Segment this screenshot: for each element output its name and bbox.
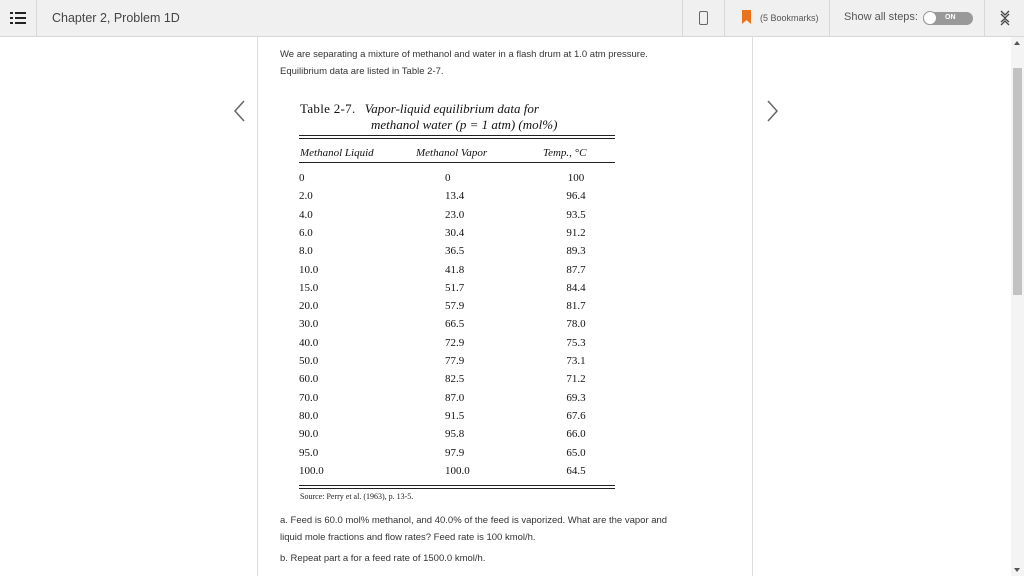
toggle-state: ON <box>945 14 956 21</box>
table-title <box>300 101 558 132</box>
table-cell: 80.0 <box>299 409 319 422</box>
question-line: a. Feed is 60.0 mol% methanol, and 40.0% of the feed is vaporized. What are the vapor and <box>280 515 668 526</box>
divider <box>829 0 830 37</box>
table-rule <box>299 135 615 136</box>
table-row <box>299 408 615 426</box>
table-row <box>299 298 615 316</box>
table-cell: 70.0 <box>299 391 319 404</box>
table-cell: 72.9 <box>445 336 465 349</box>
table-cell: 50.0 <box>299 355 319 367</box>
table-row <box>299 463 615 481</box>
divider <box>984 0 985 37</box>
table-cell: 23.0 <box>445 208 465 221</box>
column-header: Methanol Vapor <box>416 147 488 159</box>
table-cell: 91.2 <box>566 226 586 239</box>
table-row <box>299 445 615 463</box>
table-rule <box>299 162 615 163</box>
table-caption: methanol water (p = 1 atm) (mol%) <box>371 117 558 132</box>
table-cell: 90.0 <box>299 428 319 441</box>
table-row <box>299 225 615 243</box>
table-cell: 60.0 <box>299 373 319 386</box>
table-label: Table 2-7. <box>300 101 356 116</box>
table-cell: 69.3 <box>566 391 586 404</box>
intro-line: We are separating a mixture of methanol and water in a flash drum at 1.0 atm pressure. <box>280 49 648 60</box>
bookmarks-count[interactable]: (5 Bookmarks) <box>760 13 819 23</box>
column-header: Temp., °C <box>543 147 587 159</box>
table-cell: 97.9 <box>445 446 465 459</box>
table-row <box>299 170 615 188</box>
table-row <box>299 188 615 206</box>
table-cell: 96.4 <box>566 190 586 203</box>
scroll-up-icon[interactable] <box>1014 41 1020 45</box>
table-row <box>299 335 615 353</box>
question-line: liquid mole fractions and flow rates? Feed rate is 100 kmol/h. <box>280 532 536 543</box>
bookmark-icon[interactable] <box>742 10 751 24</box>
scrollbar-thumb[interactable] <box>1013 68 1022 295</box>
table-cell: 4.0 <box>299 208 313 221</box>
table-cell: 81.7 <box>566 300 586 313</box>
table-cell: 13.4 <box>445 190 465 203</box>
table-cell: 84.4 <box>566 281 586 294</box>
table-cell: 89.3 <box>566 245 586 258</box>
problem-intro <box>280 46 720 80</box>
table-row <box>299 353 615 371</box>
scrollbar[interactable] <box>1011 37 1024 576</box>
top-bar <box>0 0 1024 37</box>
table-row <box>299 426 615 444</box>
table-cell: 100 <box>567 172 585 184</box>
table-cell: 8.0 <box>299 245 313 258</box>
table-cell: 0 <box>299 172 305 184</box>
table-row <box>299 207 615 225</box>
table-cell: 75.3 <box>566 336 586 349</box>
divider <box>682 0 683 37</box>
table-cell: 82.5 <box>445 373 465 386</box>
table-cell: 20.0 <box>299 300 319 313</box>
table-cell: 78.0 <box>566 318 586 331</box>
chapter-title: Chapter 2, Problem 1D <box>52 11 180 25</box>
table-cell: 10.0 <box>299 263 319 276</box>
table-cell: 64.5 <box>566 464 586 477</box>
table-cell: 87.0 <box>445 391 465 404</box>
table-row <box>299 262 615 280</box>
table-cell: 67.6 <box>566 409 586 422</box>
table-cell: 100.0 <box>299 464 324 477</box>
table-cell: 93.5 <box>566 208 586 221</box>
table-row <box>299 371 615 389</box>
table-caption: Vapor-liquid equilibrium data for <box>364 101 539 116</box>
question-part-b: b. Repeat part a for a feed rate of 1500.0 kmol/h. <box>280 553 486 564</box>
table-cell: 71.2 <box>566 373 586 386</box>
show-steps-toggle[interactable] <box>923 12 973 25</box>
table-source: Source: Perry et al. (1963), p. 13-5. <box>300 492 414 501</box>
chevron-left-icon[interactable] <box>233 99 247 123</box>
collapse-icon[interactable] <box>998 10 1012 26</box>
scroll-down-icon[interactable] <box>1014 568 1020 572</box>
table-cell: 91.5 <box>445 409 465 422</box>
table-cell: 77.9 <box>445 355 465 367</box>
problem-questions <box>280 512 720 571</box>
chevron-right-icon[interactable] <box>765 99 779 123</box>
table-cell: 73.1 <box>566 355 586 367</box>
question-part-a <box>280 512 720 546</box>
table-cell: 0 <box>445 172 451 184</box>
table-cell: 95.0 <box>299 446 319 459</box>
table-cell: 30.0 <box>299 318 319 331</box>
table-cell: 41.8 <box>445 263 465 276</box>
table-rule <box>299 485 615 486</box>
table-cell: 30.4 <box>445 226 465 239</box>
table-cell: 87.7 <box>566 263 586 276</box>
table-cell: 6.0 <box>299 226 313 239</box>
phone-icon[interactable] <box>699 11 708 25</box>
table-cell: 66.5 <box>445 318 465 331</box>
column-header: Methanol Liquid <box>300 147 374 159</box>
table-cell: 51.7 <box>445 281 465 294</box>
toggle-knob <box>923 11 937 25</box>
table-cell: 40.0 <box>299 336 319 349</box>
table-cell: 100.0 <box>445 464 470 477</box>
show-all-steps-label: Show all steps: <box>844 11 918 23</box>
menu-icon[interactable] <box>0 0 37 37</box>
table-cell: 66.0 <box>566 428 586 441</box>
table-row <box>299 390 615 408</box>
table-row <box>299 280 615 298</box>
table-cell: 15.0 <box>299 281 319 294</box>
table-row <box>299 243 615 261</box>
table-rule <box>299 138 615 139</box>
intro-line: Equilibrium data are listed in Table 2-7. <box>280 66 444 77</box>
table-cell: 95.8 <box>445 428 465 441</box>
table-rule <box>299 488 615 489</box>
table-row <box>299 316 615 334</box>
divider <box>724 0 725 37</box>
table-cell: 36.5 <box>445 245 465 258</box>
table-cell: 57.9 <box>445 300 465 313</box>
table-cell: 2.0 <box>299 190 313 203</box>
table-cell: 65.0 <box>566 446 586 459</box>
